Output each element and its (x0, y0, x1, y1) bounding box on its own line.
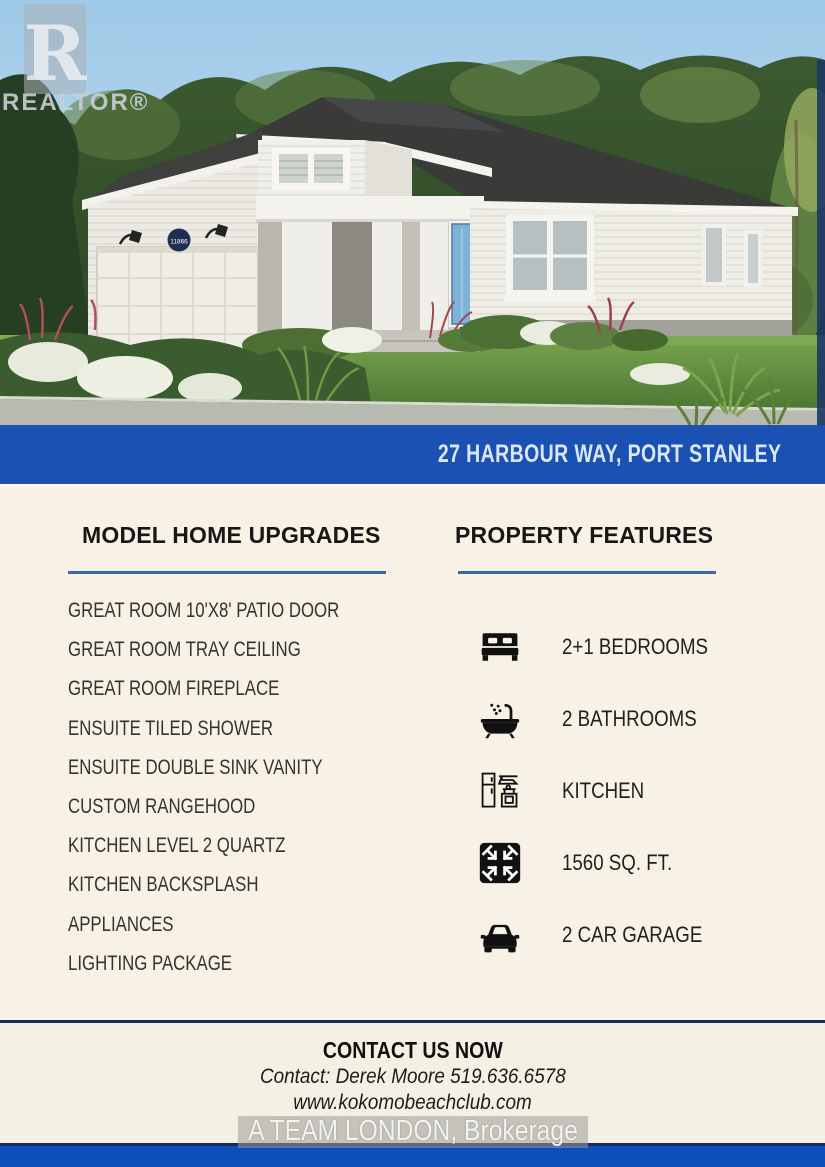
address-bar (0, 425, 825, 486)
front-windows (504, 215, 596, 302)
kitchen-icon (478, 769, 522, 813)
upgrade-item: KITCHEN LEVEL 2 QUARTZ (68, 834, 286, 858)
contact-heading: CONTACT US NOW (322, 1037, 503, 1063)
contact-phone-line: Contact: Derek Moore 519.636.6578 (259, 1065, 566, 1088)
feature-label: 2 CAR GARAGE (562, 922, 703, 947)
upgrades-list (68, 598, 398, 976)
upgrade-item: LIGHTING PACKAGE (68, 951, 232, 975)
feature-row (455, 624, 755, 670)
feature-label: 2+1 BEDROOMS (562, 634, 709, 659)
upgrades-title: MODEL HOME UPGRADES (82, 522, 381, 548)
feature-label: 1560 SQ. FT. (562, 850, 673, 875)
address-plaque (168, 229, 191, 252)
features-list (455, 624, 755, 958)
transom-window (272, 148, 350, 190)
feature-row (455, 912, 755, 958)
features-column (455, 522, 755, 984)
feature-label: KITCHEN (562, 778, 645, 803)
car-icon (478, 913, 522, 957)
feature-row (455, 840, 755, 886)
bed-icon (478, 625, 522, 669)
features-title: PROPERTY FEATURES (455, 522, 714, 548)
upgrade-item: GREAT ROOM TRAY CEILING (68, 638, 301, 662)
upgrade-item: ENSUITE TILED SHOWER (68, 716, 274, 740)
property-photo (0, 0, 825, 425)
feature-label: 2 BATHROOMS (562, 706, 697, 731)
upgrade-item: APPLIANCES (68, 912, 174, 936)
contact-website: www.kokomobeachclub.com (293, 1090, 532, 1114)
feature-row (455, 696, 755, 742)
area-icon (478, 841, 522, 885)
upgrade-item: CUSTOM RANGEHOOD (68, 794, 256, 818)
brokerage-watermark: A TEAM LONDON, Brokerage (0, 1116, 825, 1148)
upgrade-item: GREAT ROOM 10'X8' PATIO DOOR (68, 599, 340, 622)
upgrade-item: ENSUITE DOUBLE SINK VANITY (68, 755, 323, 779)
feature-row (455, 768, 755, 814)
svg-text:R: R (23, 9, 87, 98)
svg-text:REALTOR®: REALTOR® (2, 89, 150, 116)
photo-edge-stripe (817, 60, 825, 425)
porch-columns (258, 222, 460, 332)
address-text: 27 HARBOUR WAY, PORT STANLEY (437, 440, 781, 468)
upgrades-column (68, 522, 398, 990)
content-section (0, 486, 825, 1020)
svg-text:11866: 11866 (170, 238, 188, 246)
upgrade-item: GREAT ROOM FIREPLACE (68, 677, 280, 701)
upgrade-item: KITCHEN BACKSPLASH (68, 873, 259, 897)
bathtub-icon (478, 697, 522, 741)
contact-section (0, 1023, 825, 1148)
title-underline (458, 571, 716, 574)
title-underline (68, 571, 386, 574)
